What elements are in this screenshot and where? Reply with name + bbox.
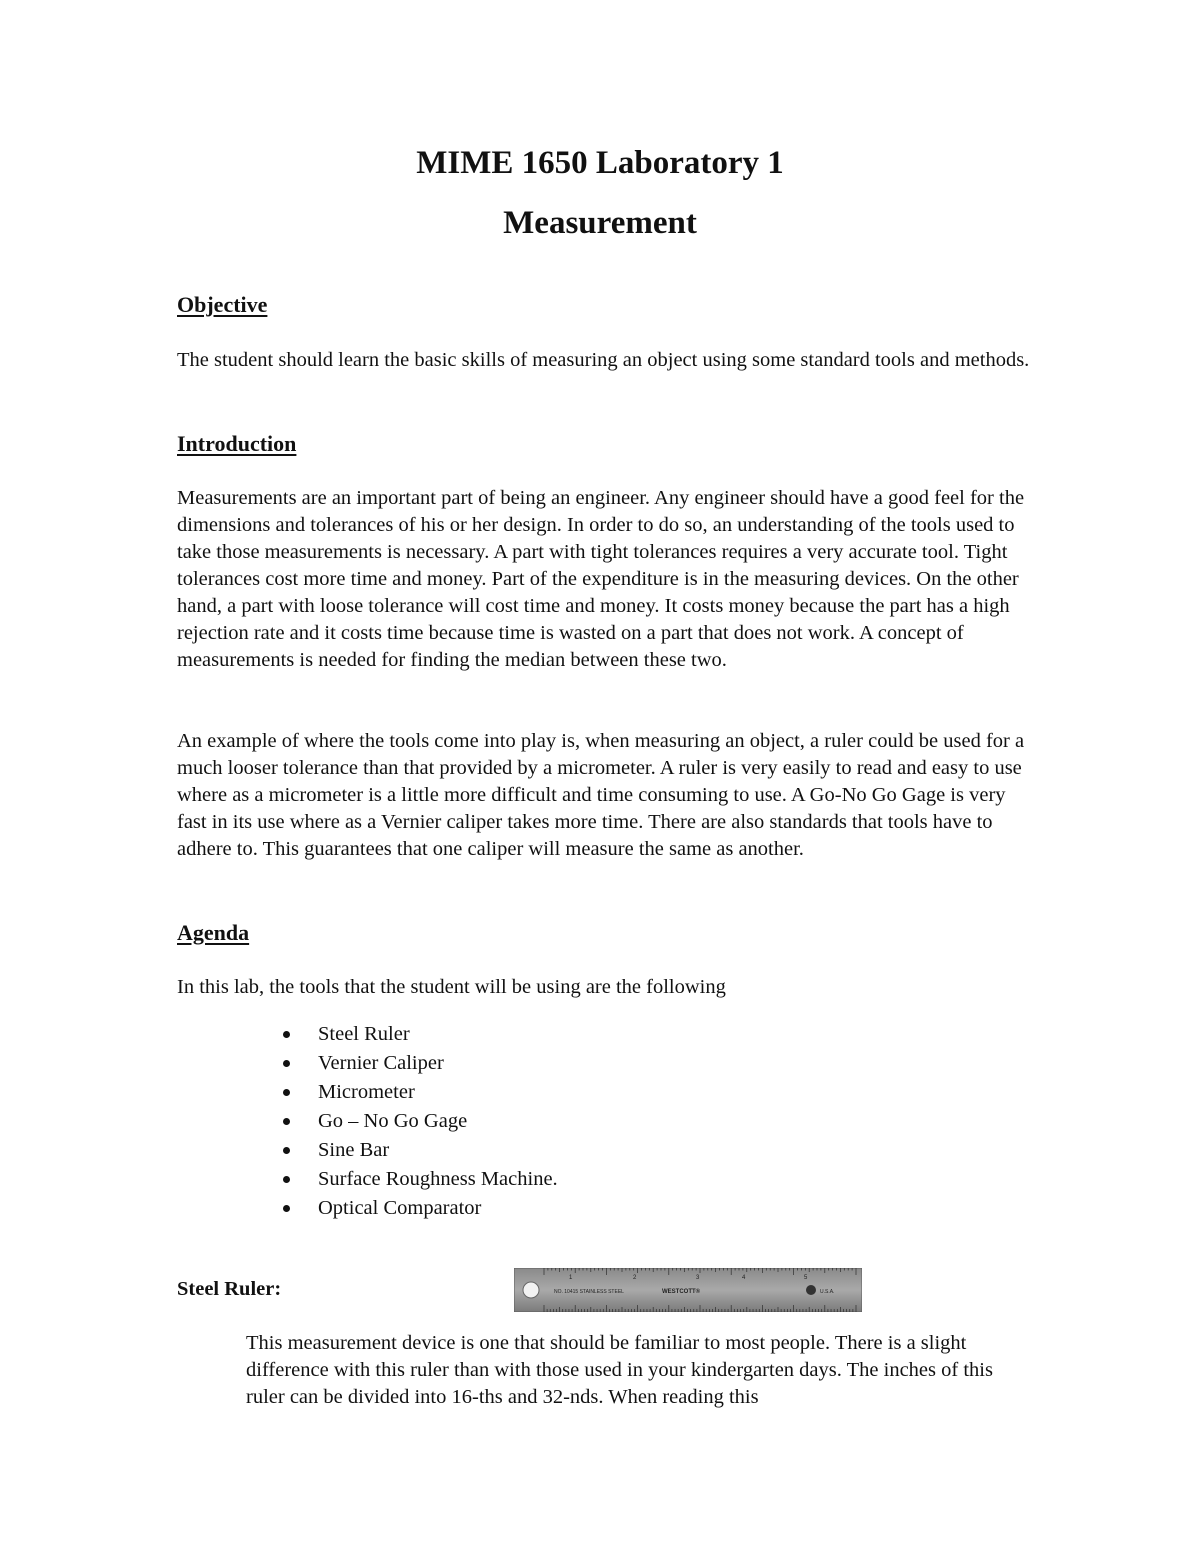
ruler-number: 1 <box>569 1275 573 1281</box>
ruler-country-text: U.S.A. <box>820 1289 835 1295</box>
bullet-icon <box>283 1147 290 1154</box>
list-item-label: Steel Ruler <box>318 1023 410 1045</box>
introduction-heading: Introduction <box>177 431 297 456</box>
document-subtitle: Measurement <box>503 205 697 241</box>
ruler-logo-icon <box>806 1285 816 1295</box>
ruler-hole <box>523 1282 539 1298</box>
objective-text: The student should learn the basic skills of measuring an object using some standard tools and methods. <box>177 349 1030 371</box>
objective-heading: Objective <box>177 292 268 317</box>
agenda-heading: Agenda <box>177 920 250 945</box>
document-title: MIME 1650 Laboratory 1 <box>416 145 784 181</box>
ruler-model-text: NO. 10415 STAINLESS STEEL <box>554 1289 624 1295</box>
steel-ruler-heading: Steel Ruler: <box>177 1278 282 1300</box>
list-item-label: Go – No Go Gage <box>318 1110 468 1132</box>
list-item <box>283 1078 558 1107</box>
list-item-label: Micrometer <box>318 1081 415 1103</box>
bullet-icon <box>283 1060 290 1067</box>
list-item <box>283 1049 558 1078</box>
list-item <box>283 1165 558 1194</box>
list-item <box>283 1020 558 1049</box>
bullet-icon <box>283 1205 290 1212</box>
steel-ruler-text: This measurement device is one that should be familiar to most people. There is a slight difference with this ruler than with those used in your kindergarten days. The inches of this ruler can be divided into 16-ths and 32-nds. When reading this <box>246 1332 993 1408</box>
introduction-paragraph-2: An example of where the tools come into play is, when measuring an object, a ruler could be used for a much looser tolerance than that provided by a micrometer. A ruler is very easily to read and easy to use where as a micrometer is a little more difficult and time consuming to use. A Go-No Go Gage is very fast in its use where as a Vernier caliper takes more time. There are also standards that tools have to adhere to. This guarantees that one caliper will measure the same as another. <box>177 730 1025 860</box>
ruler-number: 3 <box>696 1275 700 1281</box>
introduction-paragraph-1: Measurements are an important part of being an engineer. Any engineer should have a good feel for the dimensions and tolerances of his or her design. In order to do so, an understanding of the tools used to take those measurements is necessary. A part with tight tolerances requires a very accurate tool. Tight tolerances cost more time and money. Part of the expenditure is in the measuring devices. On the other hand, a part with loose tolerance will cost time and money. It costs money because the part has a high rejection rate and it costs time because time is wasted on a part that does not work. A concept of measurements is needed for finding the median between these two. <box>177 487 1025 671</box>
list-item-label: Sine Bar <box>318 1139 390 1161</box>
ruler-number: 4 <box>742 1275 746 1281</box>
tool-list <box>283 1020 558 1223</box>
bullet-icon <box>283 1118 290 1125</box>
list-item-label: Vernier Caliper <box>318 1052 444 1074</box>
ruler-number: 2 <box>633 1275 637 1281</box>
list-item <box>283 1107 558 1136</box>
list-item-label: Surface Roughness Machine. <box>318 1168 558 1190</box>
steel-ruler-image <box>514 1268 862 1312</box>
list-item-label: Optical Comparator <box>318 1197 482 1219</box>
agenda-intro: In this lab, the tools that the student will be using are the following <box>177 976 726 998</box>
bullet-icon <box>283 1031 290 1038</box>
ruler-brand-text: WESTCOTT® <box>662 1289 701 1295</box>
bullet-icon <box>283 1089 290 1096</box>
bullet-icon <box>283 1176 290 1183</box>
list-item <box>283 1136 558 1165</box>
list-item <box>283 1194 558 1223</box>
ruler-number: 5 <box>804 1275 808 1281</box>
